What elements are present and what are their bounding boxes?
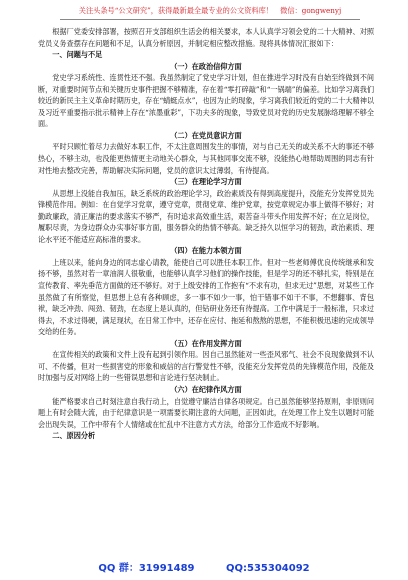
- body-paragraph: 平时只顾忙着尽力去做好本职工作，不太注意周围发生的事情，对与自己无关的或关系不大的事还不够热心，不够主动，也没能更热情更主动地关心群众，与其他同事交流不够，没能热心地帮助周围的同志有针对性地去整改完善，帮助解决实际问题，党员的意识太过薄弱，有待提高。: [38, 142, 374, 175]
- body-paragraph: 在宣传相关的政策和文件上没有起到引领作用。因自己虽然能对一些歪风邪气、社会不良现象做到不认可、不传播，但对一些损害党的形象和威信的言行警觉性不够，没能充分发挥党员的先锋模范作用，没能及时加强与反对网络上的一些错误思想和言论进行坚决制止。: [38, 350, 374, 383]
- subsection-heading: （二）在党员意识方面: [170, 130, 242, 140]
- subsection-heading: （四）在能力本领方面: [170, 246, 242, 256]
- section-heading: 二、原因分析: [52, 431, 96, 441]
- footer-qq-contact: QQ:535304092: [226, 563, 310, 574]
- body-paragraph: 根据厂党委安排部署，按照召开支部组织生活会的相关要求，本人认真学习领会党的二十大精神、对照党员义务查摆存在问题和不足，认真分析原因，并制定相应整改措施。现将具体情况汇报如下：: [38, 27, 374, 48]
- section-heading: 一、问题与不足: [52, 50, 103, 60]
- page-header-banner: 关注头条号“公文研究”，获得最新最全最专业的公文资料库！ 微信：gongwenyj: [60, 6, 360, 20]
- footer-qq-group: QQ 群：31991489: [98, 563, 195, 574]
- body-paragraph: 上班以来，能向身边的同志虚心请教，能使自己可以胜任本职工作。但对一些老师傅优良传统继承和发扬不够，虽然对若一章油润人很敬重，也能够认真学习他们的操作技能，但是学习的还不够扎实，特别是在宣传教育、率先垂范方面做的还不够好。对于上级安排的工作抱有“不求有功，但求无过”思想，对某些工作虽然做了有所察觉，但思想上总有各种顾虑，多一事不如少一事，怕干错事不如干不事，不想翻事、背包袱，缺乏冲劲、闯劲、韧劲，在态度上是认真的，但钻研业务还有待提高。工作中满足于一般标准，只求过得去，不求过得硬，满足现状，在日常工作中，还存在应付、拖延和熬熬的思想，不能积极迅速的完成领导交给的任务。: [38, 257, 374, 337]
- document-body: [38, 26, 374, 442]
- body-paragraph: 党史学习系统性、连贯性还不强。我虽然制定了党史学习计划，但在推进学习时没有自始至终做到不间断，对重要时间节点和关键历史事件把握不够精准，存在着“零打碎敲”和“一锅端”的偏差。比如学习离我们较近的新民主主义革命时期历史，存在“蜻蜓点水”，也因为止的现象，学习离我们较近的党的二十大精神以及习近平重要指示批示精神上存在“浓墨重彩”，下功夫多的现象，导致党员对党的历史发展脉络理解不够全面。: [38, 73, 374, 129]
- subsection-heading: （六）在纪律作风方面: [170, 384, 242, 394]
- subsection-heading: （一）在政治信仰方面: [170, 61, 242, 71]
- body-paragraph: 从思想上没能自我加压，缺乏系统的政治理论学习，政治素质没有得到高度提升，没能充分发挥党员先锋模范作用。例如：在自觉学习党章，遵守党章，贯彻党章、维护党章，按党章规定办事上做得不够好；对勤政廉政，清正廉洁的要求落实不够严，有时追求高效重生活，艰苦奋斗带头作用发挥不好；在立足岗位，履职尽责，为身边群众办实事好事方面，服务群众的热情不够高。缺乏持久以恒学习的韧劲，政治素质、理论水平还不能适应高标准的要求。: [38, 188, 374, 244]
- subsection-heading: （五）在作用发挥方面: [170, 338, 242, 348]
- subsection-heading: （三）在理论学习方面: [170, 177, 242, 187]
- body-paragraph: 能严格要求自己时刻注意自我行动上，自觉遵守廉洁自律各项规定。自己虽然能够坚持原则，非原则问题上有时会随大流，由于纪律意识是一项需要长期注意的大问题，正因如此，在处理工作上发生以题时可能会出现失误，工作中带有个人情绪或在忙乱中不注意方式方法，给部分工作造成不好影响。: [38, 396, 374, 429]
- page-footer: [0, 559, 408, 574]
